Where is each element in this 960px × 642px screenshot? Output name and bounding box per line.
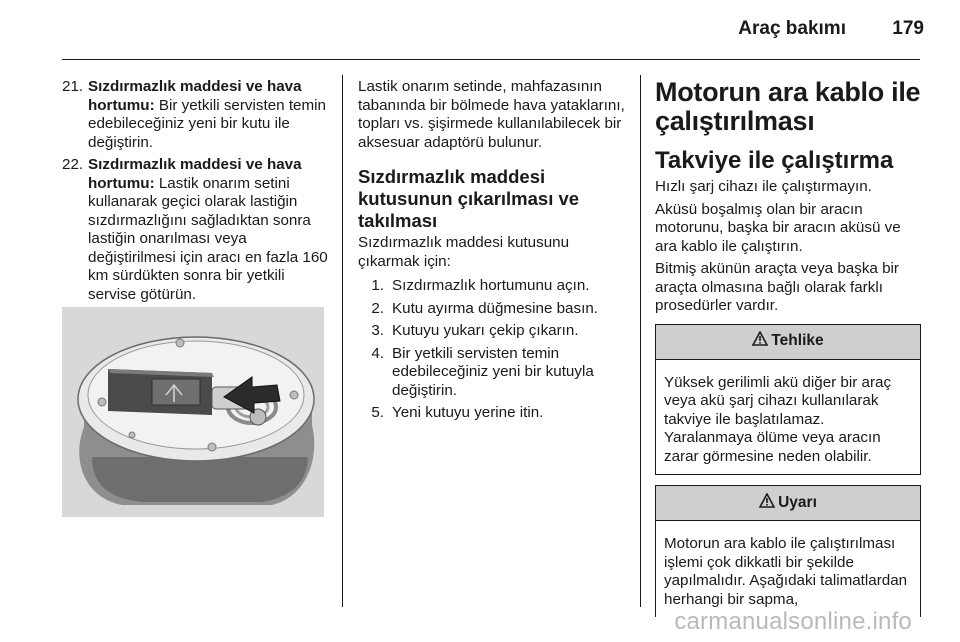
page-header-title: Araç bakımı [738, 18, 846, 39]
list-item: 4. Bir yetkili servisten temin edebileceğiniz yeni bir kutuyla değiştirin. [371, 344, 594, 399]
list-item: 3. Kutuyu yukarı çekip çıkarın. [371, 322, 579, 339]
section-heading: Sızdırmazlık maddesi kutusunun çıkarılması ve takılması [358, 166, 580, 231]
warning-triangle-icon [759, 493, 775, 514]
page-number: 179 [892, 18, 924, 39]
steps-list [358, 277, 630, 423]
item-text: Bir yetkili servisten temin edebileceğiniz yeni bir kutu ile değiştirin. [88, 96, 326, 151]
warning-box-header [656, 486, 920, 521]
list-item: 1. Sızdırmazlık hortumunu açın. [371, 277, 590, 294]
column-2 [358, 78, 630, 427]
danger-box-header [656, 325, 920, 360]
lead-paragraph: Sızdırmazlık maddesi kutusunu çıkarmak için: [358, 234, 570, 270]
list-item: 2. Kutu ayırma düğmesine basın. [371, 299, 598, 317]
paragraph: Bitmiş akünün araçta veya başka bir araçta olmasına bağlı olarak farklı prosedürler vardır. [655, 260, 899, 314]
column-3 [655, 78, 921, 617]
intro-paragraph: Lastik onarım setinde, mahfazasının tabanında bir bölmede hava yataklarını, topları vs. şişirmede kullanılabilecek bir aksesuar adaptörü bulunur. [358, 78, 625, 151]
sealant-kit-illustration [62, 307, 324, 517]
chapter-heading: Motorun ara kablo ile çalıştırılması [655, 77, 921, 136]
danger-box [655, 324, 921, 476]
list-item [62, 156, 328, 304]
item-number: 22. [62, 156, 84, 173]
danger-box-text: Yüksek gerilimli akü diğer bir araç veya akü şarj cihazı kullanılarak takviye ile başlatılamaz. Yaralanmaya ölüme veya aracın zarar görmesine neden olabilir. [664, 373, 892, 465]
list-item [62, 78, 328, 152]
item-term: Sızdırmazlık maddesi ve hava hortumu: [88, 156, 302, 192]
paragraph: Aküsü boşalmış olan bir aracın motorunu, başka bir aracın aküsü ve ara kablo ile çalıştırın. [655, 200, 901, 255]
list-item: 5. Yeni kutuyu yerine itin. [371, 404, 544, 421]
warning-box-text: Motorun ara kablo ile çalıştırılması işlemi çok dikkatli bir şekilde yapılmalıdır. Aşağıdaki talimatlardan herhangi bir sapma, [664, 535, 908, 608]
warning-box [655, 485, 921, 617]
item-term: Sızdırmazlık maddesi ve hava hortumu: [88, 78, 302, 114]
sealant-kit-drawing [62, 307, 324, 517]
subsection-heading: Takviye ile çalıştırma [655, 147, 894, 174]
column-1 [62, 78, 328, 308]
column-divider-right [640, 75, 641, 607]
header-rule [62, 59, 920, 60]
warning-box-title: Uyarı [778, 493, 817, 511]
item-text: Lastik onarım setini kullanarak geçici olarak lastiğin sızdırmazlığını sağladıktan sonra lastiğin onarılması veya değiştirilmesi için aracı en fazla 160 km sürdükten sonra bir yetkili servise götürün. [88, 174, 328, 303]
item-number: 21. [62, 78, 84, 95]
watermark: carmanualsonline.info [674, 608, 912, 635]
paragraph: Hızlı şarj cihazı ile çalıştırmayın. [655, 178, 872, 195]
danger-box-title: Tehlike [771, 332, 824, 350]
warning-triangle-icon [752, 331, 768, 352]
column-divider-left [342, 75, 343, 607]
